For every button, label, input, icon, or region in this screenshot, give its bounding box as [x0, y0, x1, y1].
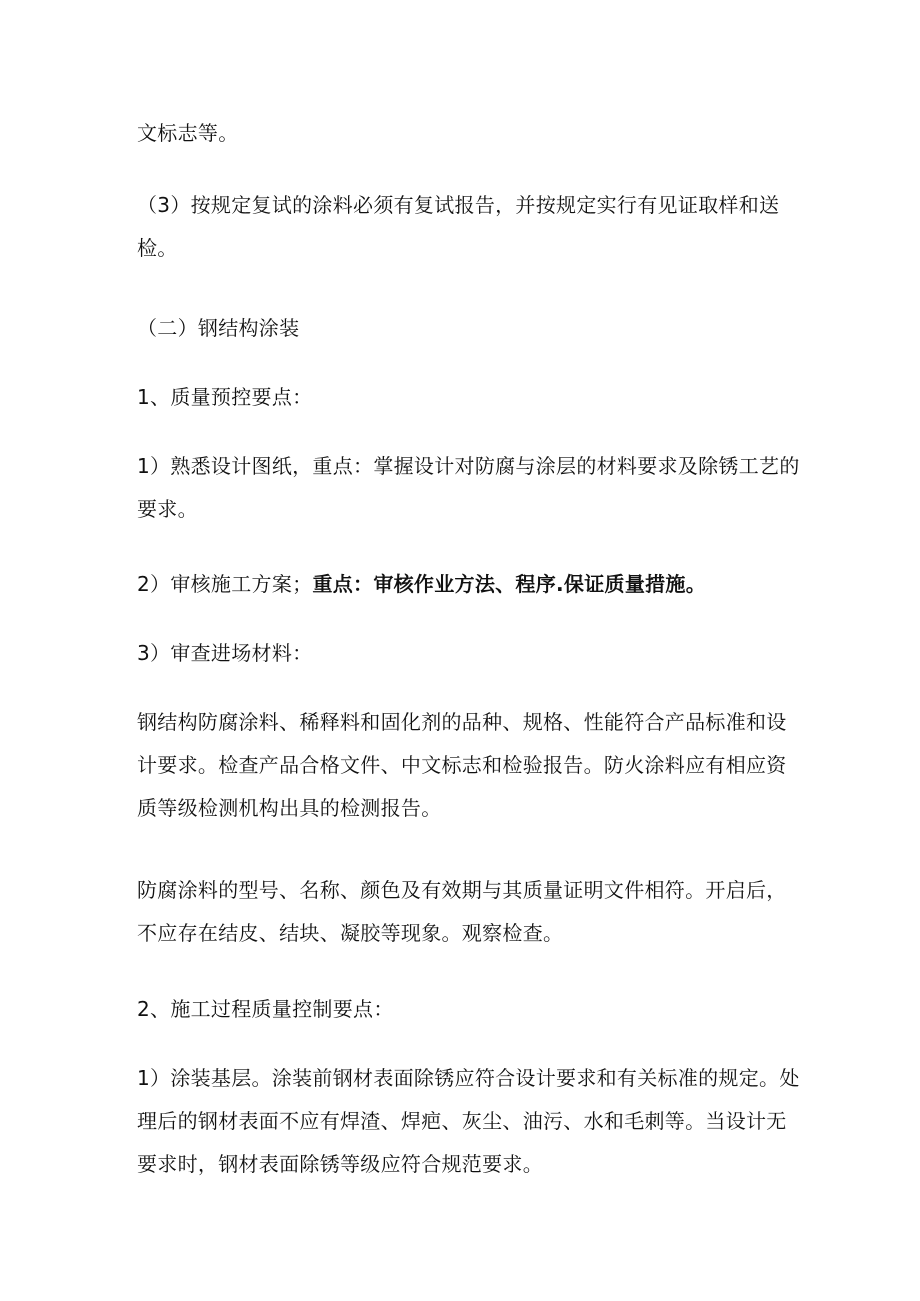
paragraph-coating-model — [137, 869, 789, 955]
text-line: （二）钢结构涂装 — [137, 316, 300, 340]
text-line: 文标志等。 — [137, 121, 239, 145]
subheading-process-control — [137, 988, 789, 1031]
text-line: 理后的钢材表面不应有焊渣、焊疤、灰尘、油污、水和毛刺等。当设计无 — [137, 1109, 787, 1133]
text-line: 2、施工过程质量控制要点： — [137, 997, 394, 1021]
subheading-quality-precontrol — [137, 376, 789, 419]
paragraph-coating-base — [137, 1057, 800, 1186]
text-line: （3）按规定复试的涂料必须有复试报告，并按规定实行有见证取样和送 — [137, 193, 780, 217]
text-line — [137, 563, 789, 606]
paragraph-continuation — [137, 112, 789, 155]
paragraph-anticorrosion-coating — [137, 701, 789, 830]
text-line: 不应存在结皮、结块、凝胶等现象。观察检查。 — [137, 921, 564, 945]
text-line: 要求时，钢材表面除锈等级应符合规范要求。 — [137, 1152, 543, 1176]
text-line: 钢结构防腐涂料、稀释料和固化剂的品种、规格、性能符合产品标准和设 — [137, 710, 787, 734]
text-line: 1）熟悉设计图纸，重点：掌握设计对防腐与涂层的材料要求及除锈工艺的 — [137, 454, 800, 478]
paragraph-review-materials — [137, 632, 789, 675]
paragraph-review-plan — [137, 563, 789, 606]
paragraph-design-drawings — [137, 445, 800, 531]
text-line: 检。 — [137, 236, 178, 260]
paragraph-retest-requirement — [137, 184, 789, 270]
text-line: 计要求。检查产品合格文件、中文标志和检验报告。防火涂料应有相应资 — [137, 753, 787, 777]
bold-text: 重点：审核作业方法、程序.保证质量措施。 — [312, 572, 707, 596]
text-line: 1、质量预控要点： — [137, 385, 313, 409]
plain-text: 2）审核施工方案； — [137, 572, 313, 596]
text-line: 防腐涂料的型号、名称、颜色及有效期与其质量证明文件相符。开启后， — [137, 878, 787, 902]
text-line: 1）涂装基层。涂装前钢材表面除锈应符合设计要求和有关标准的规定。处 — [137, 1066, 800, 1090]
text-line: 质等级检测机构出具的检测报告。 — [137, 796, 442, 820]
text-line: 3）审查进场材料： — [137, 641, 313, 665]
text-line: 要求。 — [137, 497, 198, 521]
section-heading-steel-coating — [137, 307, 789, 350]
